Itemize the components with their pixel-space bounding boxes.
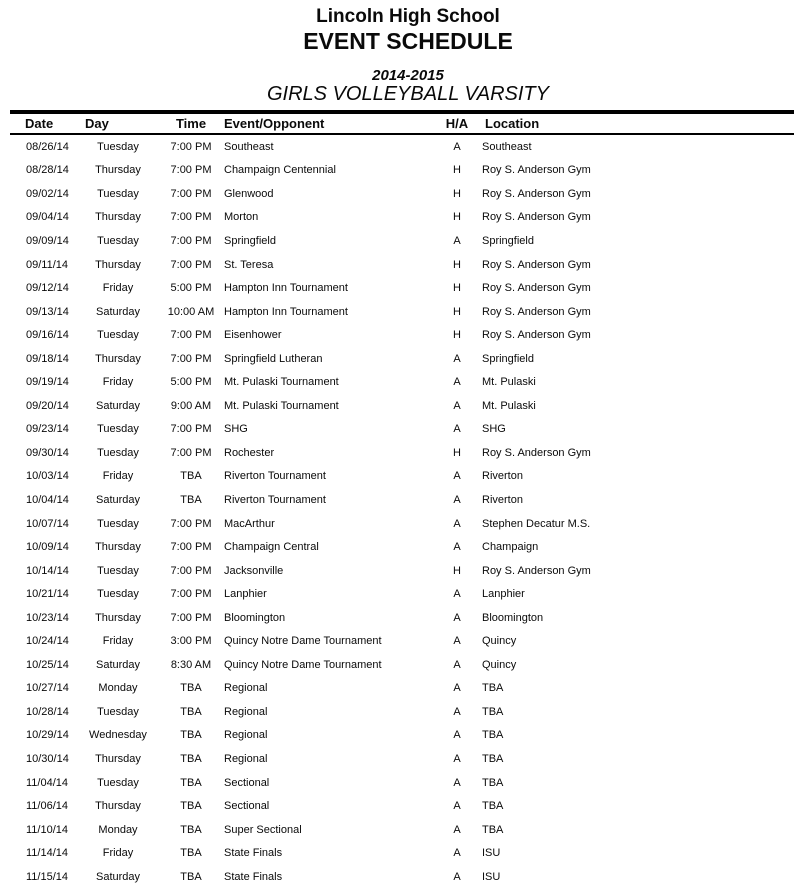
ha-cell: A: [453, 635, 461, 648]
event-cell: St. Teresa: [224, 258, 274, 271]
time-cell: 7:00 PM: [170, 564, 212, 577]
location-cell: Roy S. Anderson Gym: [482, 329, 591, 342]
event-cell: Mt. Pulaski Tournament: [224, 399, 339, 412]
time-cell: 7:00 PM: [170, 258, 212, 271]
date-cell: 09/12/14: [26, 282, 69, 295]
table-row: [10, 747, 794, 771]
ha-cell: A: [453, 847, 461, 860]
column-header-day: Day: [85, 116, 109, 131]
event-cell: SHG: [224, 423, 248, 436]
location-cell: ISU: [482, 847, 501, 860]
location-cell: TBA: [482, 705, 504, 718]
ha-cell: A: [453, 752, 461, 765]
ha-cell: A: [453, 682, 461, 695]
date-cell: 10/30/14: [26, 752, 69, 765]
location-cell: Springfield: [482, 234, 534, 247]
table-row: [10, 794, 794, 818]
table-row: [10, 135, 794, 159]
date-cell: 10/28/14: [26, 705, 69, 718]
time-cell: 5:00 PM: [170, 376, 212, 389]
table-row: [10, 206, 794, 230]
location-cell: Champaign: [482, 541, 539, 554]
event-cell: Bloomington: [224, 611, 286, 624]
ha-cell: H: [453, 446, 461, 459]
time-cell: 7:00 PM: [170, 423, 212, 436]
date-cell: 11/15/14: [26, 870, 69, 883]
event-cell: Hampton Inn Tournament: [224, 305, 348, 318]
time-cell: 7:00 PM: [170, 517, 212, 530]
location-cell: Mt. Pulaski: [482, 376, 536, 389]
location-cell: Roy S. Anderson Gym: [482, 211, 591, 224]
ha-cell: A: [453, 611, 461, 624]
table-body: [10, 135, 794, 889]
time-cell: 7:00 PM: [170, 352, 212, 365]
day-cell: Tuesday: [97, 329, 139, 342]
table-row: [10, 253, 794, 277]
location-cell: Mt. Pulaski: [482, 399, 536, 412]
column-header-location: Location: [485, 116, 540, 131]
event-cell: Sectional: [224, 800, 270, 813]
day-cell: Tuesday: [97, 564, 139, 577]
date-cell: 09/30/14: [26, 446, 69, 459]
event-cell: Lanphier: [224, 588, 267, 601]
event-cell: Sectional: [224, 776, 270, 789]
ha-cell: A: [453, 823, 461, 836]
date-cell: 10/14/14: [26, 564, 69, 577]
document-title: EVENT SCHEDULE: [303, 28, 513, 54]
event-cell: MacArthur: [224, 517, 275, 530]
table-row: [10, 512, 794, 536]
day-cell: Friday: [102, 635, 134, 648]
event-cell: Eisenhower: [224, 329, 282, 342]
team-subtitle: GIRLS VOLLEYBALL VARSITY: [267, 83, 549, 105]
table-row: [10, 323, 794, 347]
location-cell: Roy S. Anderson Gym: [482, 446, 591, 459]
date-cell: 11/10/14: [26, 823, 69, 836]
date-cell: 09/02/14: [26, 187, 69, 200]
day-cell: Tuesday: [97, 588, 139, 601]
location-cell: Roy S. Anderson Gym: [482, 164, 591, 177]
event-cell: Rochester: [224, 446, 275, 459]
time-cell: TBA: [180, 847, 202, 860]
time-cell: 8:30 AM: [170, 658, 212, 671]
time-cell: 7:00 PM: [170, 329, 212, 342]
location-cell: Quincy: [482, 635, 517, 648]
table-row: [10, 535, 794, 559]
column-header-time: Time: [175, 116, 207, 131]
time-cell: 5:00 PM: [170, 282, 212, 295]
time-cell: 7:00 PM: [170, 234, 212, 247]
event-cell: Regional: [224, 705, 268, 718]
table-row: [10, 394, 794, 418]
date-cell: 09/09/14: [26, 234, 69, 247]
event-cell: State Finals: [224, 870, 283, 883]
time-cell: TBA: [180, 493, 202, 506]
time-cell: TBA: [180, 776, 202, 789]
time-cell: 9:00 AM: [170, 399, 212, 412]
table-row: [10, 418, 794, 442]
ha-cell: A: [453, 470, 461, 483]
event-cell: Springfield: [224, 234, 276, 247]
event-cell: Southeast: [224, 140, 274, 153]
day-cell: Tuesday: [97, 776, 139, 789]
event-cell: Regional: [224, 752, 268, 765]
day-cell: Friday: [102, 282, 134, 295]
location-cell: Roy S. Anderson Gym: [482, 187, 591, 200]
date-cell: 10/25/14: [26, 658, 69, 671]
event-cell: Quincy Notre Dame Tournament: [224, 635, 382, 648]
time-cell: 7:00 PM: [170, 187, 212, 200]
time-cell: TBA: [180, 729, 202, 742]
location-cell: Southeast: [482, 140, 532, 153]
date-cell: 09/16/14: [26, 329, 69, 342]
location-cell: Roy S. Anderson Gym: [482, 305, 591, 318]
ha-cell: H: [453, 258, 461, 271]
location-cell: Bloomington: [482, 611, 544, 624]
table-row: [10, 300, 794, 324]
location-cell: Stephen Decatur M.S.: [482, 517, 591, 530]
ha-cell: A: [453, 352, 461, 365]
ha-cell: H: [453, 187, 461, 200]
time-cell: TBA: [180, 800, 202, 813]
location-cell: TBA: [482, 776, 504, 789]
table-row: [10, 465, 794, 489]
ha-cell: A: [453, 776, 461, 789]
ha-cell: A: [453, 234, 461, 247]
event-cell: Riverton Tournament: [224, 493, 326, 506]
day-cell: Monday: [98, 823, 138, 836]
ha-cell: A: [453, 729, 461, 742]
time-cell: TBA: [180, 870, 202, 883]
ha-cell: A: [453, 376, 461, 389]
ha-cell: A: [453, 140, 461, 153]
table-row: [10, 629, 794, 653]
location-cell: Lanphier: [482, 588, 525, 601]
date-cell: 10/09/14: [26, 541, 69, 554]
date-cell: 09/11/14: [26, 258, 69, 271]
day-cell: Saturday: [95, 493, 141, 506]
ha-cell: A: [453, 541, 461, 554]
location-cell: TBA: [482, 682, 504, 695]
day-cell: Tuesday: [97, 446, 139, 459]
ha-cell: H: [453, 305, 461, 318]
date-cell: 09/18/14: [26, 352, 69, 365]
table-row: [10, 347, 794, 371]
date-cell: 08/26/14: [26, 140, 69, 153]
location-cell: Roy S. Anderson Gym: [482, 282, 591, 295]
table-header-row: [10, 114, 794, 133]
date-cell: 09/19/14: [26, 376, 69, 389]
date-cell: 09/04/14: [26, 211, 69, 224]
date-cell: 11/14/14: [26, 847, 69, 860]
column-header-ha: H/A: [445, 116, 469, 131]
day-cell: Saturday: [95, 305, 141, 318]
ha-cell: H: [453, 564, 461, 577]
event-cell: Riverton Tournament: [224, 470, 326, 483]
ha-cell: H: [453, 164, 461, 177]
date-cell: 10/23/14: [26, 611, 69, 624]
time-cell: 7:00 PM: [170, 164, 212, 177]
table-row: [10, 700, 794, 724]
date-cell: 10/21/14: [26, 588, 69, 601]
location-cell: SHG: [482, 423, 506, 436]
day-cell: Tuesday: [97, 705, 139, 718]
event-cell: Super Sectional: [224, 823, 302, 836]
ha-cell: A: [453, 493, 461, 506]
day-cell: Monday: [98, 682, 138, 695]
ha-cell: A: [453, 705, 461, 718]
table-row: [10, 159, 794, 183]
date-cell: 10/29/14: [26, 729, 69, 742]
column-header-event: Event/Opponent: [224, 116, 325, 131]
table-row: [10, 841, 794, 865]
table-row: [10, 818, 794, 842]
season-year: 2014-2015: [372, 67, 444, 84]
date-cell: 09/23/14: [26, 423, 69, 436]
time-cell: 7:00 PM: [170, 611, 212, 624]
location-cell: TBA: [482, 729, 504, 742]
day-cell: Friday: [102, 376, 134, 389]
table-row: [10, 370, 794, 394]
time-cell: 7:00 PM: [170, 446, 212, 459]
day-cell: Saturday: [95, 399, 141, 412]
day-cell: Saturday: [95, 658, 141, 671]
time-cell: 7:00 PM: [170, 541, 212, 554]
table-row: [10, 653, 794, 677]
table-row: [10, 724, 794, 748]
time-cell: TBA: [180, 705, 202, 718]
ha-cell: A: [453, 517, 461, 530]
table-row: [10, 488, 794, 512]
date-cell: 10/27/14: [26, 682, 69, 695]
day-cell: Thursday: [95, 800, 141, 813]
location-cell: Springfield: [482, 352, 534, 365]
table-row: [10, 559, 794, 583]
date-cell: 09/20/14: [26, 399, 69, 412]
event-cell: Jacksonville: [224, 564, 284, 577]
ha-cell: A: [453, 870, 461, 883]
column-header-date: Date: [25, 116, 54, 131]
event-cell: Champaign Central: [224, 541, 319, 554]
day-cell: Friday: [102, 470, 134, 483]
table-row: [10, 606, 794, 630]
day-cell: Tuesday: [97, 517, 139, 530]
day-cell: Tuesday: [97, 140, 139, 153]
event-cell: Morton: [224, 211, 259, 224]
table-row: [10, 771, 794, 795]
event-cell: Mt. Pulaski Tournament: [224, 376, 339, 389]
event-cell: Glenwood: [224, 187, 274, 200]
time-cell: TBA: [180, 823, 202, 836]
table-row: [10, 865, 794, 889]
time-cell: 3:00 PM: [170, 635, 212, 648]
ha-cell: H: [453, 211, 461, 224]
date-cell: 09/13/14: [26, 305, 69, 318]
document-header: [0, 0, 800, 104]
ha-cell: A: [453, 658, 461, 671]
table-row: [10, 182, 794, 206]
date-cell: 10/07/14: [26, 517, 69, 530]
time-cell: 7:00 PM: [170, 140, 212, 153]
ha-cell: A: [453, 800, 461, 813]
day-cell: Thursday: [95, 211, 141, 224]
table-row: [10, 582, 794, 606]
school-name: Lincoln High School: [316, 6, 500, 27]
day-cell: Saturday: [95, 870, 141, 883]
day-cell: Thursday: [95, 611, 141, 624]
day-cell: Thursday: [95, 352, 141, 365]
location-cell: ISU: [482, 870, 501, 883]
time-cell: TBA: [180, 752, 202, 765]
date-cell: 10/24/14: [26, 635, 69, 648]
day-cell: Friday: [102, 847, 134, 860]
ha-cell: A: [453, 423, 461, 436]
day-cell: Thursday: [95, 541, 141, 554]
location-cell: Quincy: [482, 658, 517, 671]
day-cell: Thursday: [95, 164, 141, 177]
date-cell: 08/28/14: [26, 164, 69, 177]
date-cell: 10/04/14: [26, 493, 69, 506]
table-row: [10, 229, 794, 253]
location-cell: Roy S. Anderson Gym: [482, 258, 591, 271]
time-cell: TBA: [180, 470, 202, 483]
location-cell: Roy S. Anderson Gym: [482, 564, 591, 577]
time-cell: 7:00 PM: [170, 211, 212, 224]
time-cell: TBA: [180, 682, 202, 695]
table-row: [10, 441, 794, 465]
location-cell: TBA: [482, 823, 504, 836]
location-cell: TBA: [482, 752, 504, 765]
event-cell: Quincy Notre Dame Tournament: [224, 658, 382, 671]
event-cell: Regional: [224, 729, 268, 742]
location-cell: Riverton: [482, 470, 523, 483]
event-cell: Regional: [224, 682, 268, 695]
day-cell: Tuesday: [97, 234, 139, 247]
location-cell: TBA: [482, 800, 504, 813]
day-cell: Thursday: [95, 258, 141, 271]
ha-cell: A: [453, 588, 461, 601]
date-cell: 11/04/14: [26, 776, 69, 789]
day-cell: Wednesday: [89, 729, 147, 742]
event-cell: Hampton Inn Tournament: [224, 282, 348, 295]
schedule-table: [10, 110, 794, 889]
event-cell: Springfield Lutheran: [224, 352, 323, 365]
day-cell: Tuesday: [97, 423, 139, 436]
time-cell: 10:00 AM: [167, 305, 215, 318]
day-cell: Thursday: [95, 752, 141, 765]
ha-cell: H: [453, 282, 461, 295]
table-row: [10, 677, 794, 701]
date-cell: 11/06/14: [26, 800, 69, 813]
day-cell: Tuesday: [97, 187, 139, 200]
location-cell: Riverton: [482, 493, 523, 506]
ha-cell: H: [453, 329, 461, 342]
time-cell: 7:00 PM: [170, 588, 212, 601]
date-cell: 10/03/14: [26, 470, 69, 483]
event-cell: State Finals: [224, 847, 283, 860]
event-cell: Champaign Centennial: [224, 164, 336, 177]
table-row: [10, 276, 794, 300]
ha-cell: A: [453, 399, 461, 412]
